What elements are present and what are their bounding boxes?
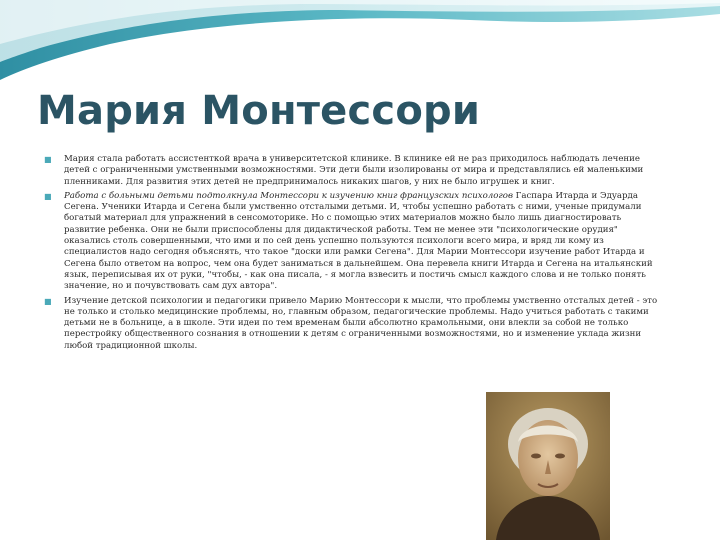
- portrait-photo: [486, 392, 610, 540]
- bullet-icon: ■: [44, 296, 52, 306]
- bullet-list: [40, 154, 664, 355]
- decorative-wave-header: [0, 0, 720, 90]
- bullet-text: Гаспара Итарда и Эдуарда Сегена. Ученики Итарда и Сегена были умственно отсталыми детьми. И, чтобы успешно работать с ними, ученые придумали богатый материал для упражнений в сенсомоторике. Но с помощью этих материалов можно было лишь диагностировать развитие ребенка. Они не были приспособлены для дидактической работы. Тем не менее эти "психологические орудия" оказались столь совершенными, что ими и по сей день успешно пользуются психологи всего мира, и вряд ли кому из специалистов надо сегодня объяснять, что такое "доски или рамки Сегена". Для Марии Монтессори изучение работ Итарда и Сегена было ответом на вопрос, чем она будет заниматься в дальнейшем. Она перевела книги Итарда и Сегена на итальянский язык, переписывая их от руки, "чтобы, - как она писала, - я могла взвесить и постичь смысл каждого слова и не только понять значение, но и почувствовать сам дух автора".: [64, 190, 653, 292]
- bullet-italic-text: Работа с больными детьми подтолкнула Монтессори к изучению книг французских психологов: [64, 190, 513, 201]
- bullet-text: Изучение детской психологии и педагогики привело Марию Монтессори к мысли, что проблемы умственно отсталых детей - это не только и столько медицинские проблемы, но, главным образом, педагогические проблемы. Надо учиться работать с такими детьми не в больнице, а в школе. Эти идеи по тем временам были абсолютно крамольными, они влекли за собой не только перестройку общественного сознания в отношении к детям с ограниченными возможностями, но и изменение уклада жизни любой традиционной школы.: [64, 295, 658, 351]
- list-item: [40, 154, 664, 188]
- bullet-text: Мария стала работать ассистенткой врача в университетской клинике. В клинике ей не раз приходилось наблюдать лечение детей с ограниченными умственными возможностями. Эти дети были изолированы от мира и представлялись ей маленькими пленниками. Для развития этих детей не предпринималось никаких шагов, у них не было игрушек и книг.: [64, 154, 644, 187]
- list-item: [40, 296, 664, 352]
- bullet-icon: ■: [44, 155, 52, 164]
- slide-title: Мария Монтессори: [37, 88, 481, 134]
- bullet-icon: ■: [44, 191, 52, 201]
- list-item: [40, 191, 664, 293]
